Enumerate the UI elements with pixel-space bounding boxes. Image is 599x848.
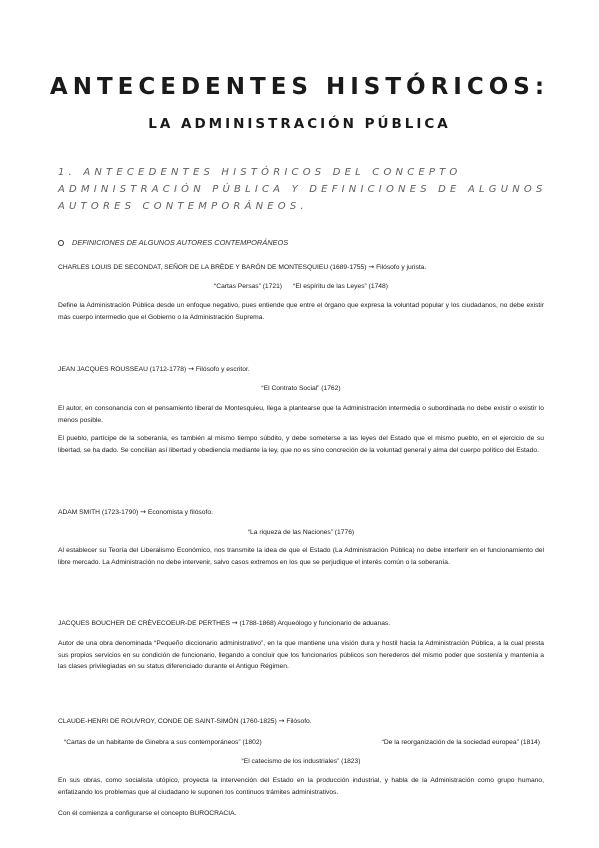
author-description [58,403,544,426]
author-description [58,775,544,798]
subheading [58,238,558,247]
author-works: “La riqueza de las Naciones” (1776) [247,529,355,536]
paragraph: El pueblo, partícipe de la soberanía, es también al mismo tiempo súbdito, y debe someterse a las leyes del Estado que el mismo pueblo, en el ejercicio de su libertad, se ha dado. Se concilian así libertad y obediencia mediante la ley, que no es sino concreción de la voluntad general y alma del cuerpo político del Estado. [58,435,544,454]
arrow-right-icon: → [278,717,285,725]
arrow-right-icon: → [140,508,147,516]
author-work: “El catecismo de los industriales” (1823) [241,758,361,765]
author-works: “El Contrato Social” (1762) [261,385,341,392]
author-description [58,545,544,568]
arrow-right-icon: → [188,365,194,373]
paragraph: Con él comienza a configurarse el concepto BUROCRACIA. [58,810,237,817]
author-perthes [58,618,544,629]
document-title: ANTECEDENTES HISTÓRICOS: [49,74,550,100]
author-dates: (1788-1868) [239,620,276,627]
arrow-right-icon: → [368,263,375,271]
paragraph: Autor de una obra denominada “Pequeño diccionario administrativo”, en la que mantiene una visión dura y hostil hacia la Administración Pública, a la cual presta sus propios servicios en su condición de funcionario, llegando a concluir que los funcionarios públicos son herederos del mismo poder que sostenía y mantenía a las clases privilegiadas en su status diferenciado durante el Antiguo Régimen. [58,640,544,670]
author-smith [58,507,544,518]
subheading-text: DEFINICIONES DE ALGUNOS AUTORES CONTEMPORÁNEOS [72,238,289,247]
author-work: “Cartas de un habitante de Ginebra a sus contemporáneos” (1802) [64,739,262,746]
author-saintsimon [58,716,544,727]
arrow-right-icon: → [231,619,238,627]
author-role: Arqueólogo y funcionario de aduanas. [277,620,391,627]
paragraph: En sus obras, como socialista utópico, proyecta la intervención del Estado en la producción industrial, y habla de la Administración como grupo humano, enfatizando los problemas que al ciudadano le suponen los continuos trámites administrativos. [58,777,544,796]
author-name: CLAUDE-HENRI DE ROUVROY, CONDE DE SAINT-SIMÓN (1760-1825) [58,718,277,725]
section-heading: 1. ANTECEDENTES HISTÓRICOS DEL CONCEPTO ADMINISTRACIÓN PÚBLICA Y DEFINICIONES DE ALGUNOS AUTORES CONTEMPORÁNEOS. [58,167,547,212]
author-role: Filósofo. [286,718,312,725]
paragraph: El autor, en consonancia con el pensamiento liberal de Montesquieu, llega a plantearse que la Administración intermedia o subordinada no debe existir o existir lo menos posible. [58,405,544,424]
author-name: ADAM SMITH (1723-1790) [58,509,139,516]
bullet-icon [58,240,64,246]
author-description [58,808,544,820]
author-rousseau [58,364,544,375]
author-description [58,300,544,323]
paragraph: Define la Administración Pública desde un enfoque negativo, pues entiende que entre el órgano que expresa la voluntad popular y los ciudadanos, no debe existir más cuerpo intermedio que el Gobierno o la Administración Suprema. [58,302,544,321]
author-role: Economista y filósofo. [147,509,213,516]
paragraph: Al establecer su Teoría del Liberalismo Económico, nos transmite la idea de que el Estado (La Administración Pública) no debe interferir en el funcionamiento del libre mercado. La Administración no debe intervenir, salvo casos extremos en los que se perjudique el interés común o la soberanía. [58,547,544,566]
author-name: CHARLES LOUIS DE SECONDAT, SEÑOR DE LA BRÈDE Y BARÓN DE MONTESQUIEU (1689-1755) [58,264,367,271]
document-subtitle: LA ADMINISTRACIÓN PÚBLICA [148,116,451,132]
author-role: Filósofo y escritor. [195,366,250,373]
author-description [58,638,544,673]
author-works: “Cartas Persas” (1721) “El espíritu de las Leyes” (1748) [214,283,388,290]
author-description [58,433,544,456]
author-role: Filósofo y jurista. [376,264,427,271]
author-name: JEAN JACQUES ROUSSEAU (1712-1778) [58,366,187,373]
author-montesquieu [58,262,544,273]
author-work: “De la reorganización de la sociedad europea” (1814) [381,739,540,746]
author-name: JACQUES BOUCHER DE CRÈVECOEUR-DE PERTHES [58,620,230,627]
